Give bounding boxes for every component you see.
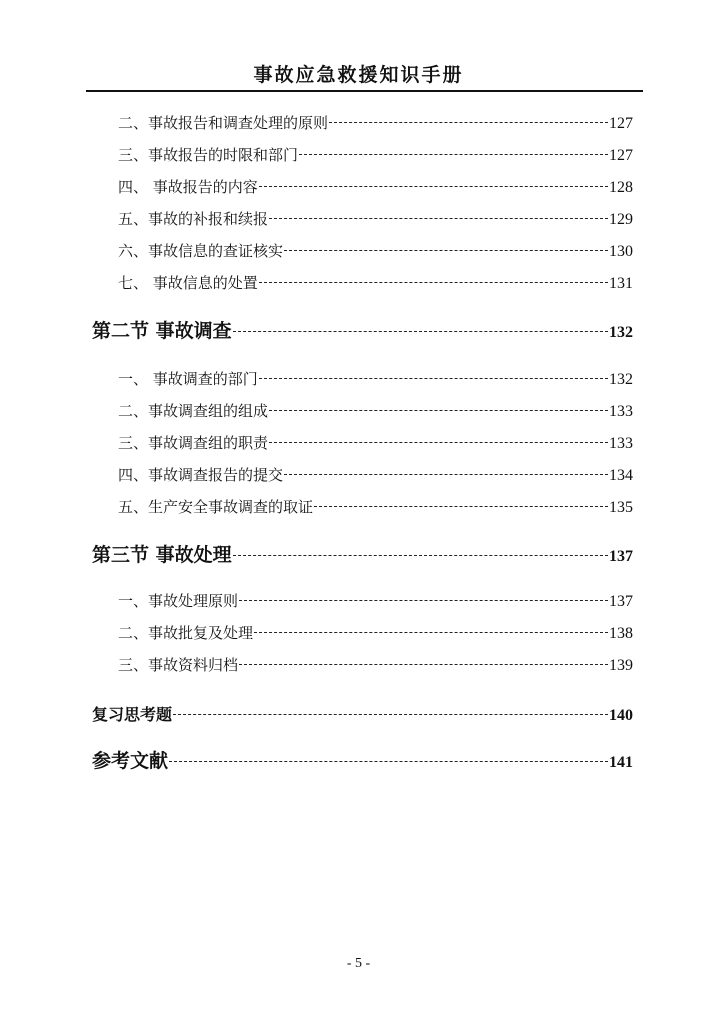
toc-entry[interactable] — [118, 176, 633, 197]
toc-leader — [254, 632, 608, 633]
toc-entry[interactable] — [118, 654, 633, 675]
page-number: - 5 - — [346, 956, 371, 971]
toc-leader — [269, 410, 608, 411]
toc-entry-label: 一、事故处理原则 — [118, 592, 239, 610]
toc-entry-label: 一、 事故调查的部门 — [118, 370, 258, 388]
toc-entry-label: 三、事故报告的时限和部门 — [118, 146, 299, 164]
toc-leader — [284, 474, 608, 475]
toc-leader — [233, 331, 608, 332]
toc-entry[interactable] — [118, 272, 633, 293]
toc-entry-label: 三、事故调查组的职责 — [118, 434, 269, 452]
toc-leader — [233, 555, 608, 556]
toc-entry-page: 132 — [609, 324, 633, 341]
toc-leader — [329, 122, 608, 123]
toc-entry-label: 五、事故的补报和续报 — [118, 210, 269, 228]
toc-entry-label: 六、事故信息的查证核实 — [118, 242, 284, 260]
toc-entry-page: 132 — [609, 371, 633, 388]
toc-entry-page: 129 — [609, 211, 633, 228]
toc-entry-page: 128 — [609, 179, 633, 196]
toc-entry-label: 二、事故批复及处理 — [118, 624, 254, 642]
header-divider — [86, 90, 643, 92]
toc-entry-label: 五、生产安全事故调查的取证 — [118, 498, 314, 516]
toc-references[interactable] — [92, 746, 633, 773]
toc-entry-label: 二、事故报告和调查处理的原则 — [118, 114, 329, 132]
toc-leader — [284, 250, 608, 251]
toc-review-questions[interactable] — [92, 702, 633, 725]
toc-entry[interactable] — [118, 240, 633, 261]
toc-entry-page: 141 — [609, 754, 633, 771]
toc-leader — [299, 154, 608, 155]
toc-entry-page: 134 — [609, 467, 633, 484]
toc-entry-label: 二、事故调查组的组成 — [118, 402, 269, 420]
toc-entry-page: 139 — [609, 657, 633, 674]
toc-leader — [239, 600, 608, 601]
toc-leader — [239, 664, 608, 665]
toc-leader — [259, 378, 608, 379]
toc-entry-page: 140 — [609, 707, 633, 724]
toc-entry[interactable] — [118, 496, 633, 517]
toc-entry[interactable] — [118, 144, 633, 165]
toc-leader — [314, 506, 608, 507]
toc-entry-label: 复习思考题 — [92, 705, 173, 724]
toc-entry[interactable] — [118, 112, 633, 133]
toc-section-label: 第三节 事故处理 — [92, 544, 232, 566]
toc-entry[interactable] — [118, 464, 633, 485]
toc-entry-page: 130 — [609, 243, 633, 260]
toc-entry-page: 135 — [609, 499, 633, 516]
toc-entry-page: 137 — [609, 548, 633, 565]
toc-entry-label: 四、事故调查报告的提交 — [118, 466, 284, 484]
toc-leader — [269, 442, 608, 443]
toc-leader — [269, 218, 608, 219]
toc-leader — [259, 186, 608, 187]
page-header-title: 事故应急救援知识手册 — [253, 64, 464, 86]
toc-entry-page: 127 — [609, 115, 633, 132]
toc-entry[interactable] — [118, 368, 633, 389]
toc-entry-label: 三、事故资料归档 — [118, 656, 239, 674]
toc-entry-page: 133 — [609, 403, 633, 420]
toc-entry-label: 四、 事故报告的内容 — [118, 178, 258, 196]
toc-section-label: 第二节 事故调查 — [92, 320, 232, 342]
toc-entry-label: 七、 事故信息的处置 — [118, 274, 258, 292]
toc-entry[interactable] — [118, 432, 633, 453]
toc-entry[interactable] — [118, 400, 633, 421]
toc-entry-page: 138 — [609, 625, 633, 642]
toc-entry[interactable] — [118, 208, 633, 229]
toc-entry-page: 137 — [609, 593, 633, 610]
toc-entry-page: 131 — [609, 275, 633, 292]
toc-section-heading[interactable] — [92, 316, 633, 343]
toc-entry-page: 133 — [609, 435, 633, 452]
toc-entry-label: 参考文献 — [92, 750, 169, 772]
toc-leader — [169, 761, 608, 762]
toc-leader — [173, 714, 608, 715]
toc-leader — [259, 282, 608, 283]
toc-entry[interactable] — [118, 590, 633, 611]
toc-section-heading[interactable] — [92, 540, 633, 567]
toc-entry-page: 127 — [609, 147, 633, 164]
toc-entry[interactable] — [118, 622, 633, 643]
